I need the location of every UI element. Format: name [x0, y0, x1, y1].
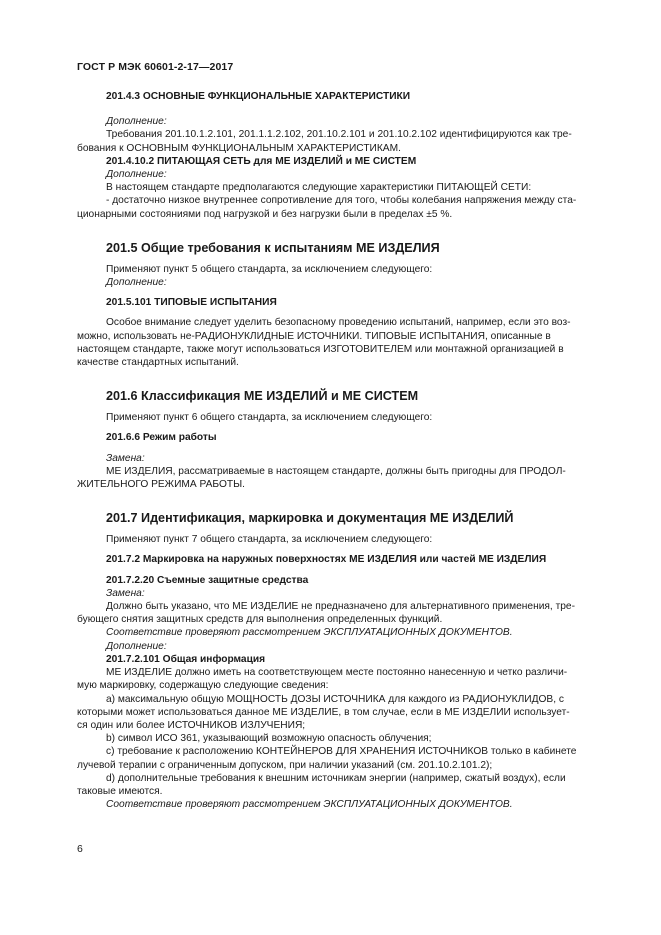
addition-label: Дополнение: [106, 640, 167, 652]
addition-label: Дополнение: [106, 169, 167, 181]
paragraph-line: - достаточно низкое внутреннее сопротивление для того, чтобы колебания напряжения между ста- [106, 195, 577, 207]
standard-header: ГОСТ Р МЭК 60601-2-17—2017 [77, 61, 234, 73]
section-title: 201.5 Общие требования к испытаниям МЕ ИЗДЕЛИЯ [106, 240, 440, 255]
section-title: 201.6 Классификация МЕ ИЗДЕЛИЙ и МЕ СИСТЕМ [106, 389, 419, 404]
compliance-note: Соответствие проверяют рассмотрением ЭКСПЛУАТАЦИОННЫХ ДОКУМЕНТОВ. [106, 627, 513, 639]
compliance-note: Соответствие проверяют рассмотрением ЭКСПЛУАТАЦИОННЫХ ДОКУМЕНТОВ. [106, 799, 513, 811]
page-number: 6 [77, 843, 83, 855]
list-item: a) максимальную общую МОЩНОСТЬ ДОЗЫ ИСТОЧНИКА для каждого из РАДИОНУКЛИДОВ, с [106, 693, 564, 705]
list-item-line: ся один или более ИСТОЧНИКОВ ИЗЛУЧЕНИЯ; [77, 719, 306, 731]
addition-label: Дополнение: [106, 277, 167, 289]
paragraph-line: настоящем стандарте, также могут использоваться ИЗГОТОВИТЕЛЕМ или монтажной организацией в [77, 343, 564, 355]
replacement-label: Замена: [106, 587, 145, 599]
paragraph-line: мую маркировку, содержащую следующие сведения: [77, 680, 329, 692]
paragraph-line: Применяют пункт 6 общего стандарта, за исключением следующего: [106, 412, 433, 424]
list-item: c) требование к расположению КОНТЕЙНЕРОВ ДЛЯ ХРАНЕНИЯ ИСТОЧНИКОВ только в кабинете [106, 746, 577, 758]
paragraph-line: бования к ОСНОВНЫМ ФУНКЦИОНАЛЬНЫМ ХАРАКТЕРИСТИКАМ. [77, 142, 401, 154]
section-title: 201.7 Идентификация, маркировка и документация МЕ ИЗДЕЛИЙ [106, 511, 514, 526]
paragraph-line: Должно быть указано, что МЕ ИЗДЕЛИЕ не предназначено для альтернативного применения, тре- [106, 601, 575, 613]
subclause-heading: 201.4.10.2 ПИТАЮЩАЯ СЕТЬ для МЕ ИЗДЕЛИЙ и МЕ СИСТЕМ [106, 155, 417, 167]
subclause-heading: 201.7.2 Маркировка на наружных поверхностях МЕ ИЗДЕЛИЯ или частей МЕ ИЗДЕЛИЯ [106, 554, 547, 566]
list-item-line: которыми может использоваться данное МЕ ИЗДЕЛИЕ, в том случае, если в МЕ ИЗДЕЛИИ использует- [77, 706, 570, 718]
list-item-line: таковые имеются. [77, 785, 163, 797]
paragraph-line: Применяют пункт 7 общего стандарта, за исключением следующего: [106, 534, 433, 546]
paragraph-line: бующего снятия защитных средств для выполнения определенных функций. [77, 614, 443, 626]
paragraph-line: качестве стандартных испытаний. [77, 357, 239, 369]
subclause-heading: 201.7.2.20 Съемные защитные средства [106, 574, 309, 586]
paragraph-line: Требования 201.10.1.2.101, 201.1.1.2.102, 201.10.2.101 и 201.10.2.102 идентифицируются как тре- [106, 129, 572, 141]
clause-heading: 201.4.3 ОСНОВНЫЕ ФУНКЦИОНАЛЬНЫЕ ХАРАКТЕРИСТИКИ [106, 91, 411, 102]
list-item: b) символ ИСО 361, указывающий возможную опасность облучения; [106, 733, 432, 745]
paragraph-line: ЖИТЕЛЬНОГО РЕЖИМА РАБОТЫ. [77, 479, 246, 491]
list-item: d) дополнительные требования к внешним источникам энергии (например, сжатый воздух), если [106, 772, 566, 784]
paragraph-line: МЕ ИЗДЕЛИЕ должно иметь на соответствующем месте постоянно нанесенную и четко различи- [106, 667, 568, 679]
paragraph-line: Особое внимание следует уделить безопасному проведению испытаний, например, если это воз- [106, 317, 571, 329]
subclause-heading: 201.5.101 ТИПОВЫЕ ИСПЫТАНИЯ [106, 297, 277, 309]
subclause-heading: 201.7.2.101 Общая информация [106, 653, 266, 665]
list-item-line: лучевой терапии с ограниченным допуском, при наличии указаний (см. 201.10.2.101.2); [77, 759, 493, 771]
addition-label: Дополнение: [106, 116, 167, 128]
paragraph-line: Применяют пункт 5 общего стандарта, за исключением следующего: [106, 263, 433, 275]
subclause-heading: 201.6.6 Режим работы [106, 432, 217, 444]
paragraph-line: МЕ ИЗДЕЛИЯ, рассматриваемые в настоящем стандарте, должны быть пригодны для ПРОДОЛ- [106, 465, 566, 477]
paragraph-line: В настоящем стандарте предполагаются следующие характеристики ПИТАЮЩЕЙ СЕТИ: [106, 182, 532, 194]
paragraph-line: можно, использовать не-РАДИОНУКЛИДНЫЕ ИСТОЧНИКИ. ТИПОВЫЕ ИСПЫТАНИЯ, описанные в [77, 330, 551, 342]
paragraph-line: ционарными состояниями под нагрузкой и без нагрузки были в пределах ±5 %. [77, 208, 453, 220]
replacement-label: Замена: [106, 452, 145, 464]
page-content [77, 90, 615, 811]
